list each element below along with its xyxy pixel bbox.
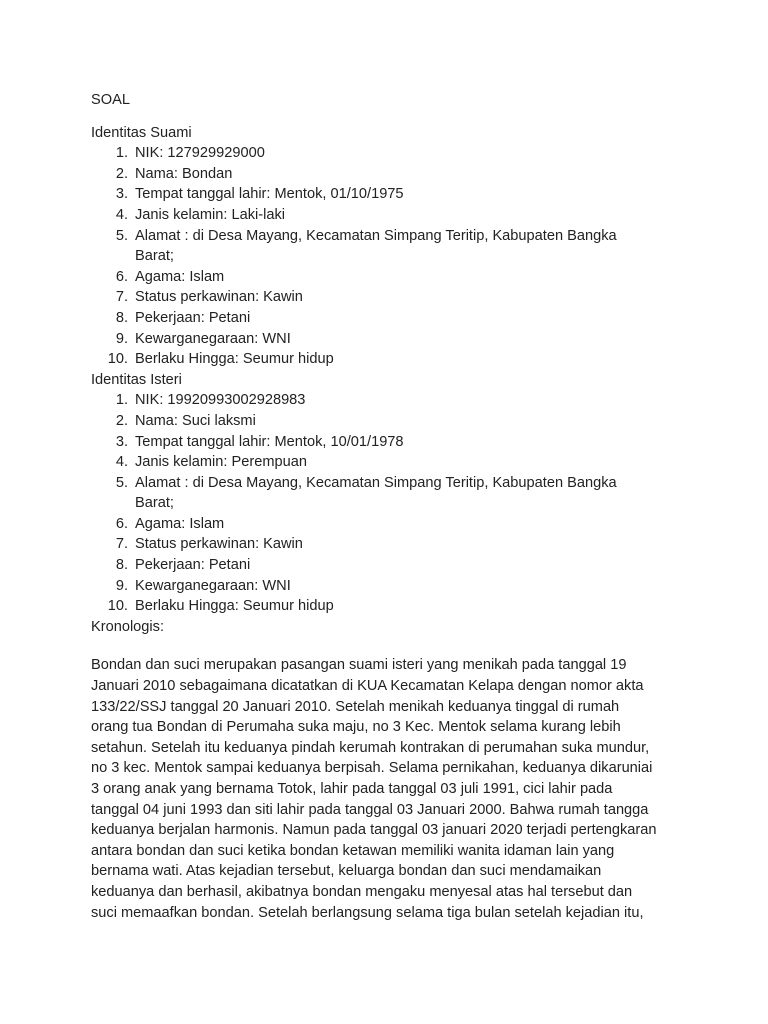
list-item: 7. Status perkawinan: Kawin bbox=[115, 289, 303, 306]
identity-list-suami bbox=[91, 143, 683, 370]
list-item: 3. Tempat tanggal lahir: Mentok, 01/10/1975 bbox=[115, 186, 404, 203]
list-item: 4. Janis kelamin: Perempuan bbox=[115, 454, 307, 471]
list-item-text: Berlaku Hingga: Seumur hidup bbox=[135, 598, 334, 615]
kronologis-paragraph: Bondan dan suci merupakan pasangan suami isteri yang menikah pada tanggal 19 Januari 2010 sebagaimana dicatatkan di KUA Kecamatan Kelapa dengan nomor akta 133/22/SSJ tanggal 20 Januari 2010. Setelah menikah keduanya tinggal di rumah orang tua Bondan di Perumaha suka maju, no 3 Kec. Mentok selama kurang lebih setahun. Setelah itu keduanya pindah kerumah kontrakan di perumahan suka mundur, no 3 kec. Mentok sampai keduanya berpisah. Selama pernikahan, keduanya dikaruniai 3 orang anak yang bernama Totok, lahir pada tanggal 03 juli 1991, cici lahir pada tanggal 04 juni 1993 dan siti lahir pada tanggal 03 Januari 2000. Bahwa rumah tangga keduanya berjalan harmonis. Namun pada tanggal 03 januari 2020 terjadi pertengkaran antara bondan dan suci ketika bondan ketawan memiliki wanita idaman lain yang bernama wati. Atas kejadian tersebut, keluarga bondan dan suci mendamaikan keduanya dan berhasil, akibatnya bondan mengaku menyesal atas hal tersebut dan suci memaafkan bondan. Setelah berlangsung selama tiga bulan setelah kejadian itu, bbox=[91, 657, 657, 921]
list-item: 10. Berlaku Hingga: Seumur hidup bbox=[107, 351, 334, 368]
list-item: 2. Nama: Suci laksmi bbox=[115, 412, 256, 429]
list-item-text: NIK: 19920993002928983 bbox=[135, 392, 306, 409]
list-item: 4. Janis kelamin: Laki-laki bbox=[115, 206, 286, 223]
list-item: 8. Pekerjaan: Petani bbox=[115, 309, 251, 326]
list-item-text: Tempat tanggal lahir: Mentok, 10/01/1978 bbox=[135, 433, 404, 450]
list-item-text: Pekerjaan: Petani bbox=[135, 309, 251, 326]
kronologis-heading: Kronologis: bbox=[91, 618, 165, 635]
list-item-text: Tempat tanggal lahir: Mentok, 01/10/1975 bbox=[135, 186, 404, 203]
list-item-text: Janis kelamin: Laki-laki bbox=[135, 206, 286, 223]
document-body bbox=[91, 90, 683, 923]
identity-list-isteri bbox=[91, 390, 683, 617]
list-item-text: Alamat : di Desa Mayang, Kecamatan Simpang Teritip, Kabupaten Bangka Barat; bbox=[135, 474, 617, 512]
list-item-text: Nama: Bondan bbox=[135, 165, 233, 182]
list-item-text: Agama: Islam bbox=[135, 515, 225, 532]
list-item-text: Status perkawinan: Kawin bbox=[135, 536, 303, 553]
list-item: 5. Alamat : di Desa Mayang, Kecamatan Simpang Teritip, Kabupaten Bangka Barat; bbox=[115, 227, 617, 265]
list-item-text: Status perkawinan: Kawin bbox=[135, 289, 303, 306]
list-item-text: Berlaku Hingga: Seumur hidup bbox=[135, 351, 334, 368]
list-item: 10. Berlaku Hingga: Seumur hidup bbox=[107, 598, 334, 615]
list-item-text: NIK: 127929929000 bbox=[135, 145, 265, 162]
section-heading-isteri: Identitas Isteri bbox=[91, 371, 182, 388]
list-item: 6. Agama: Islam bbox=[115, 515, 225, 532]
list-item: 5. Alamat : di Desa Mayang, Kecamatan Simpang Teritip, Kabupaten Bangka Barat; bbox=[115, 474, 617, 512]
list-item-text: Kewarganegaraan: WNI bbox=[135, 577, 291, 594]
list-item-text: Agama: Islam bbox=[135, 268, 225, 285]
list-item: 9. Kewarganegaraan: WNI bbox=[115, 330, 291, 347]
list-item: 1. NIK: 127929929000 bbox=[115, 145, 265, 162]
list-item: 2. Nama: Bondan bbox=[115, 165, 233, 182]
list-item: 9. Kewarganegaraan: WNI bbox=[115, 577, 291, 594]
list-item: 3. Tempat tanggal lahir: Mentok, 10/01/1978 bbox=[115, 433, 404, 450]
list-item: 8. Pekerjaan: Petani bbox=[115, 557, 251, 574]
document-title: SOAL bbox=[91, 92, 130, 108]
list-item-text: Kewarganegaraan: WNI bbox=[135, 330, 291, 347]
list-item: 6. Agama: Islam bbox=[115, 268, 225, 285]
list-item-text: Pekerjaan: Petani bbox=[135, 557, 251, 574]
list-item-text: Nama: Suci laksmi bbox=[135, 412, 256, 429]
list-item: 7. Status perkawinan: Kawin bbox=[115, 536, 303, 553]
list-item-text: Janis kelamin: Perempuan bbox=[135, 454, 307, 471]
list-item: 1. NIK: 19920993002928983 bbox=[115, 392, 306, 409]
section-heading-suami: Identitas Suami bbox=[91, 124, 192, 141]
list-item-text: Alamat : di Desa Mayang, Kecamatan Simpang Teritip, Kabupaten Bangka Barat; bbox=[135, 227, 617, 265]
